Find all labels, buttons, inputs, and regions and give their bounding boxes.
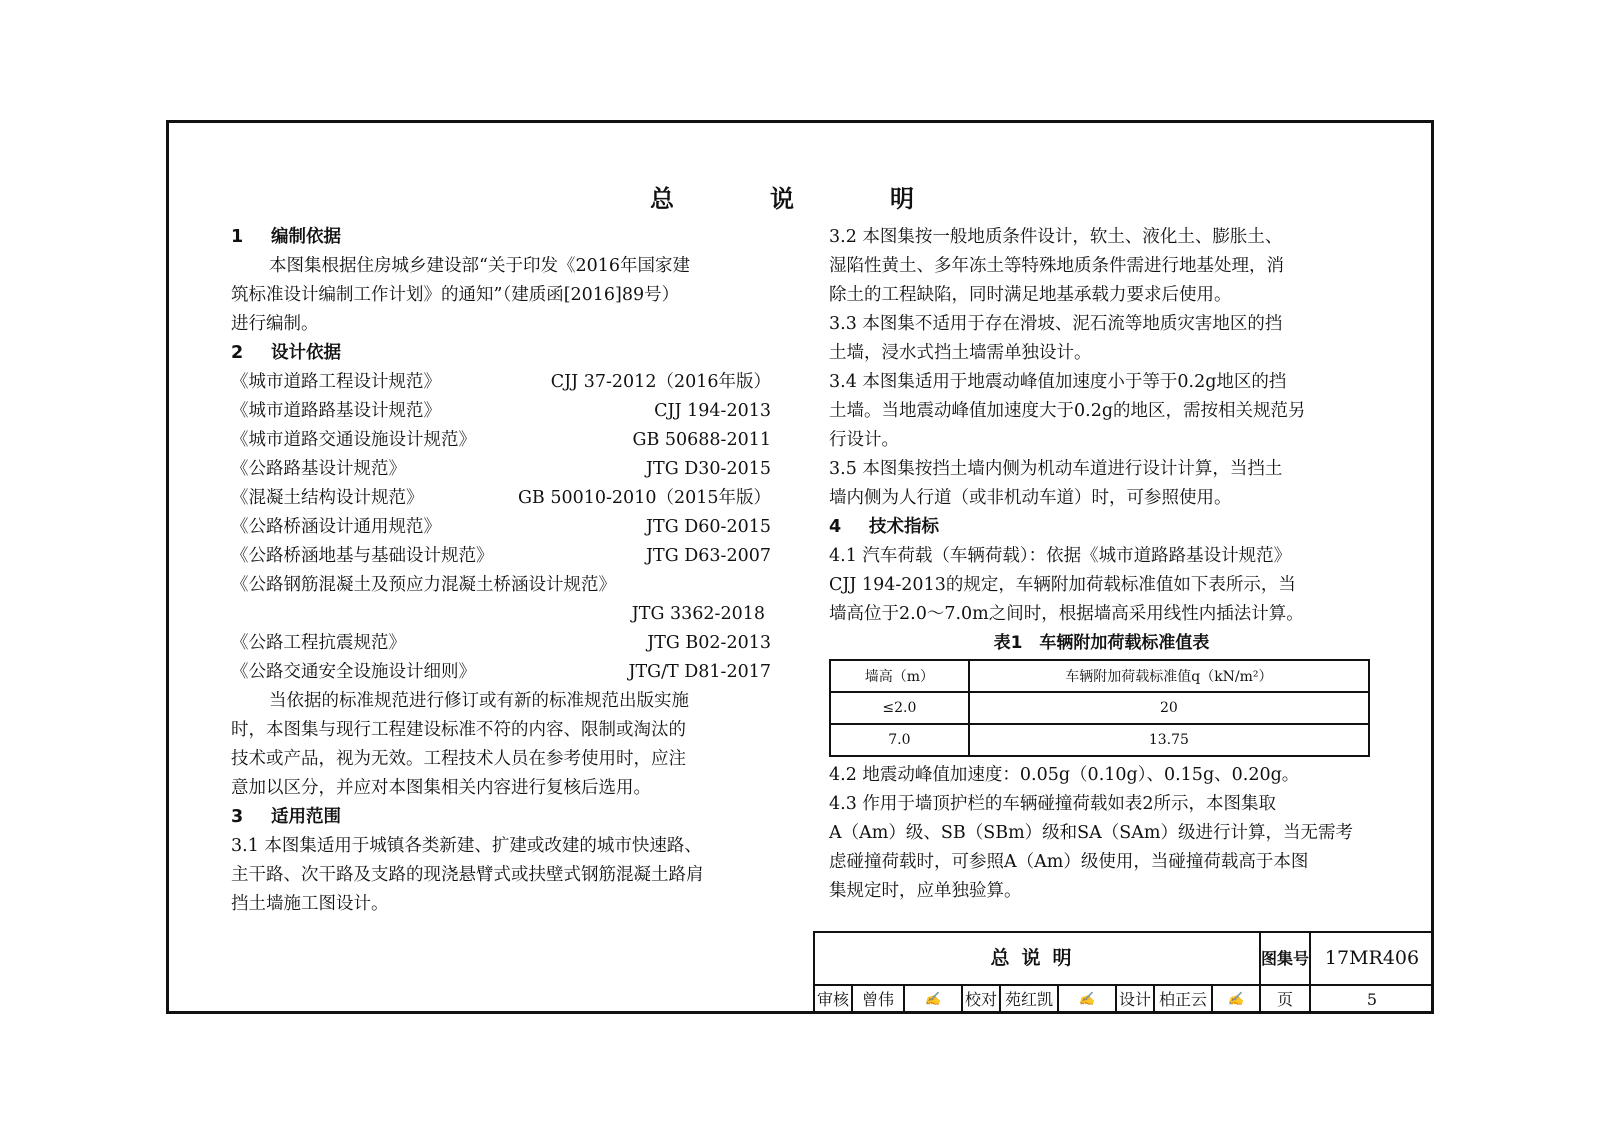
paragraph-line: A（Am）级、SB（SBm）级和SA（SAm）级进行计算，当无需考 bbox=[829, 823, 1354, 843]
paragraph-line: 技术或产品，视为无效。工程技术人员在参考使用时，应注 bbox=[231, 749, 686, 769]
table-header: 车辆附加荷载标准值q（kN/m²） bbox=[969, 660, 1369, 692]
title-block bbox=[813, 931, 1433, 1013]
paragraph-line: 3.3 本图集不适用于存在滑坡、泥石流等地质灾害地区的挡 bbox=[829, 314, 1283, 334]
right-column bbox=[829, 223, 1374, 906]
paragraph-line: 时，本图集与现行工程建设标准不符的内容、限制或淘汰的 bbox=[231, 720, 686, 740]
designer-name: 柏正云 bbox=[1155, 986, 1213, 1013]
drawing-name: 总说明 bbox=[815, 933, 1261, 986]
table-header: 墙高（m） bbox=[830, 660, 969, 692]
table-caption: 表1 车辆附加荷载标准值表 bbox=[993, 633, 1210, 653]
paragraph-line: 挡土墙施工图设计。 bbox=[231, 894, 389, 914]
left-column bbox=[231, 223, 771, 919]
paragraph-line: 进行编制。 bbox=[231, 314, 319, 334]
standard-item: 《城市道路路基设计规范》 CJJ 194-2013 bbox=[231, 401, 771, 421]
section-heading: 2 设计依据 bbox=[231, 343, 341, 363]
paragraph-line: 土墙，浸水式挡土墙需单独设计。 bbox=[829, 343, 1092, 363]
paragraph-line: 3.1 本图集适用于城镇各类新建、扩建或改建的城市快速路、 bbox=[231, 836, 702, 856]
table-cell: 20 bbox=[969, 692, 1369, 724]
paragraph-line: 筑标准设计编制工作计划》的通知”（建质函[2016]89号） bbox=[231, 285, 680, 305]
drawing-frame bbox=[166, 120, 1434, 1014]
paragraph-line: 湿陷性黄土、多年冻土等特殊地质条件需进行地基处理，消 bbox=[829, 256, 1284, 276]
paragraph-line: 3.5 本图集按挡土墙内侧为机动车道进行设计计算，当挡土 bbox=[829, 459, 1283, 479]
page-title: 总 说 明 bbox=[650, 185, 950, 213]
standard-item: 《公路工程抗震规范》 JTG B02-2013 bbox=[231, 633, 771, 653]
paragraph-line: 4.3 作用于墙顶护栏的车辆碰撞荷载如表2所示，本图集取 bbox=[829, 794, 1277, 814]
check-label: 校对 bbox=[963, 986, 1001, 1013]
section-heading: 1 编制依据 bbox=[231, 227, 341, 247]
standard-item: 《公路路基设计规范》 JTG D30-2015 bbox=[231, 459, 771, 479]
standard-item: 《公路钢筋混凝土及预应力混凝土桥涵设计规范》 bbox=[231, 575, 616, 595]
standard-item: 《城市道路交通设施设计规范》 GB 50688-2011 bbox=[231, 430, 771, 450]
table-header-row bbox=[830, 660, 1369, 692]
review-label: 审核 bbox=[815, 986, 853, 1013]
paragraph-line: 4.1 汽车荷载（车辆荷载）：依据《城市道路路基设计规范》 bbox=[829, 546, 1292, 566]
design-label: 设计 bbox=[1117, 986, 1155, 1013]
section-heading: 4 技术指标 bbox=[829, 517, 939, 537]
page-number: 5 bbox=[1366, 990, 1378, 1009]
paragraph-line: 当依据的标准规范进行修订或有新的标准规范出版实施 bbox=[269, 691, 689, 711]
paragraph-line: 意加以区分，并应对本图集相关内容进行复核后选用。 bbox=[231, 778, 651, 798]
paragraph-line: 土墙。当地震动峰值加速度大于0.2g的地区，需按相关规范另 bbox=[829, 401, 1306, 421]
checker-name: 苑红凯 bbox=[1001, 986, 1059, 1013]
vehicle-load-table bbox=[829, 659, 1370, 757]
paragraph-line: 墙高位于2.0～7.0m之间时，根据墙高采用线性内插法计算。 bbox=[829, 604, 1304, 624]
paragraph-line: 本图集根据住房城乡建设部“关于印发《2016年国家建 bbox=[269, 256, 690, 276]
checker-signature: ✍ bbox=[1059, 986, 1117, 1013]
paragraph-line: 3.4 本图集适用于地震动峰值加速度小于等于0.2g地区的挡 bbox=[829, 372, 1287, 392]
paragraph-line: 除土的工程缺陷，同时满足地基承载力要求后使用。 bbox=[829, 285, 1232, 305]
standard-item: 《公路桥涵设计通用规范》 JTG D60-2015 bbox=[231, 517, 771, 537]
standard-item: 《公路桥涵地基与基础设计规范》 JTG D63-2007 bbox=[231, 546, 771, 566]
paragraph-line: 3.2 本图集按一般地质条件设计，软土、液化土、膨胀土、 bbox=[829, 227, 1283, 247]
table-cell: 7.0 bbox=[830, 724, 969, 756]
atlas-number: 17MR406 bbox=[1311, 933, 1433, 986]
paragraph-line: 4.2 地震动峰值加速度：0.05g（0.10g）、0.15g、0.20g。 bbox=[829, 765, 1300, 785]
paragraph-line: CJJ 194-2013的规定，车辆附加荷载标准值如下表所示，当 bbox=[829, 575, 1296, 595]
reviewer-signature: ✍ bbox=[905, 986, 963, 1013]
table-cell: ≤2.0 bbox=[830, 692, 969, 724]
section-heading: 3 适用范围 bbox=[231, 807, 341, 827]
paragraph-line: 集规定时，应单独验算。 bbox=[829, 881, 1022, 901]
table-cell: 13.75 bbox=[969, 724, 1369, 756]
standard-code: JTG 3362-2018 bbox=[631, 604, 765, 624]
table-row bbox=[830, 724, 1369, 756]
signature-row bbox=[815, 986, 1433, 1013]
paragraph-line: 墙内侧为人行道（或非机动车道）时，可参照使用。 bbox=[829, 488, 1232, 508]
standard-item: 《公路交通安全设施设计细则》 JTG/T D81-2017 bbox=[231, 662, 771, 682]
standard-item: 《混凝土结构设计规范》 GB 50010-2010（2015年版） bbox=[231, 488, 771, 508]
reviewer-name: 曾伟 bbox=[853, 986, 905, 1013]
standard-item: 《城市道路工程设计规范》 CJJ 37-2012（2016年版） bbox=[231, 372, 771, 392]
paragraph-line: 主干路、次干路及支路的现浇悬臂式或扶壁式钢筋混凝土路肩 bbox=[231, 865, 704, 885]
paragraph-line: 行设计。 bbox=[829, 430, 899, 450]
table-row bbox=[830, 692, 1369, 724]
atlas-label: 图集号 bbox=[1261, 933, 1311, 986]
designer-signature: ✍ bbox=[1213, 986, 1261, 1013]
page-label: 页 bbox=[1261, 986, 1311, 1013]
paragraph-line: 虑碰撞荷载时，可参照A（Am）级使用，当碰撞荷载高于本图 bbox=[829, 852, 1309, 872]
